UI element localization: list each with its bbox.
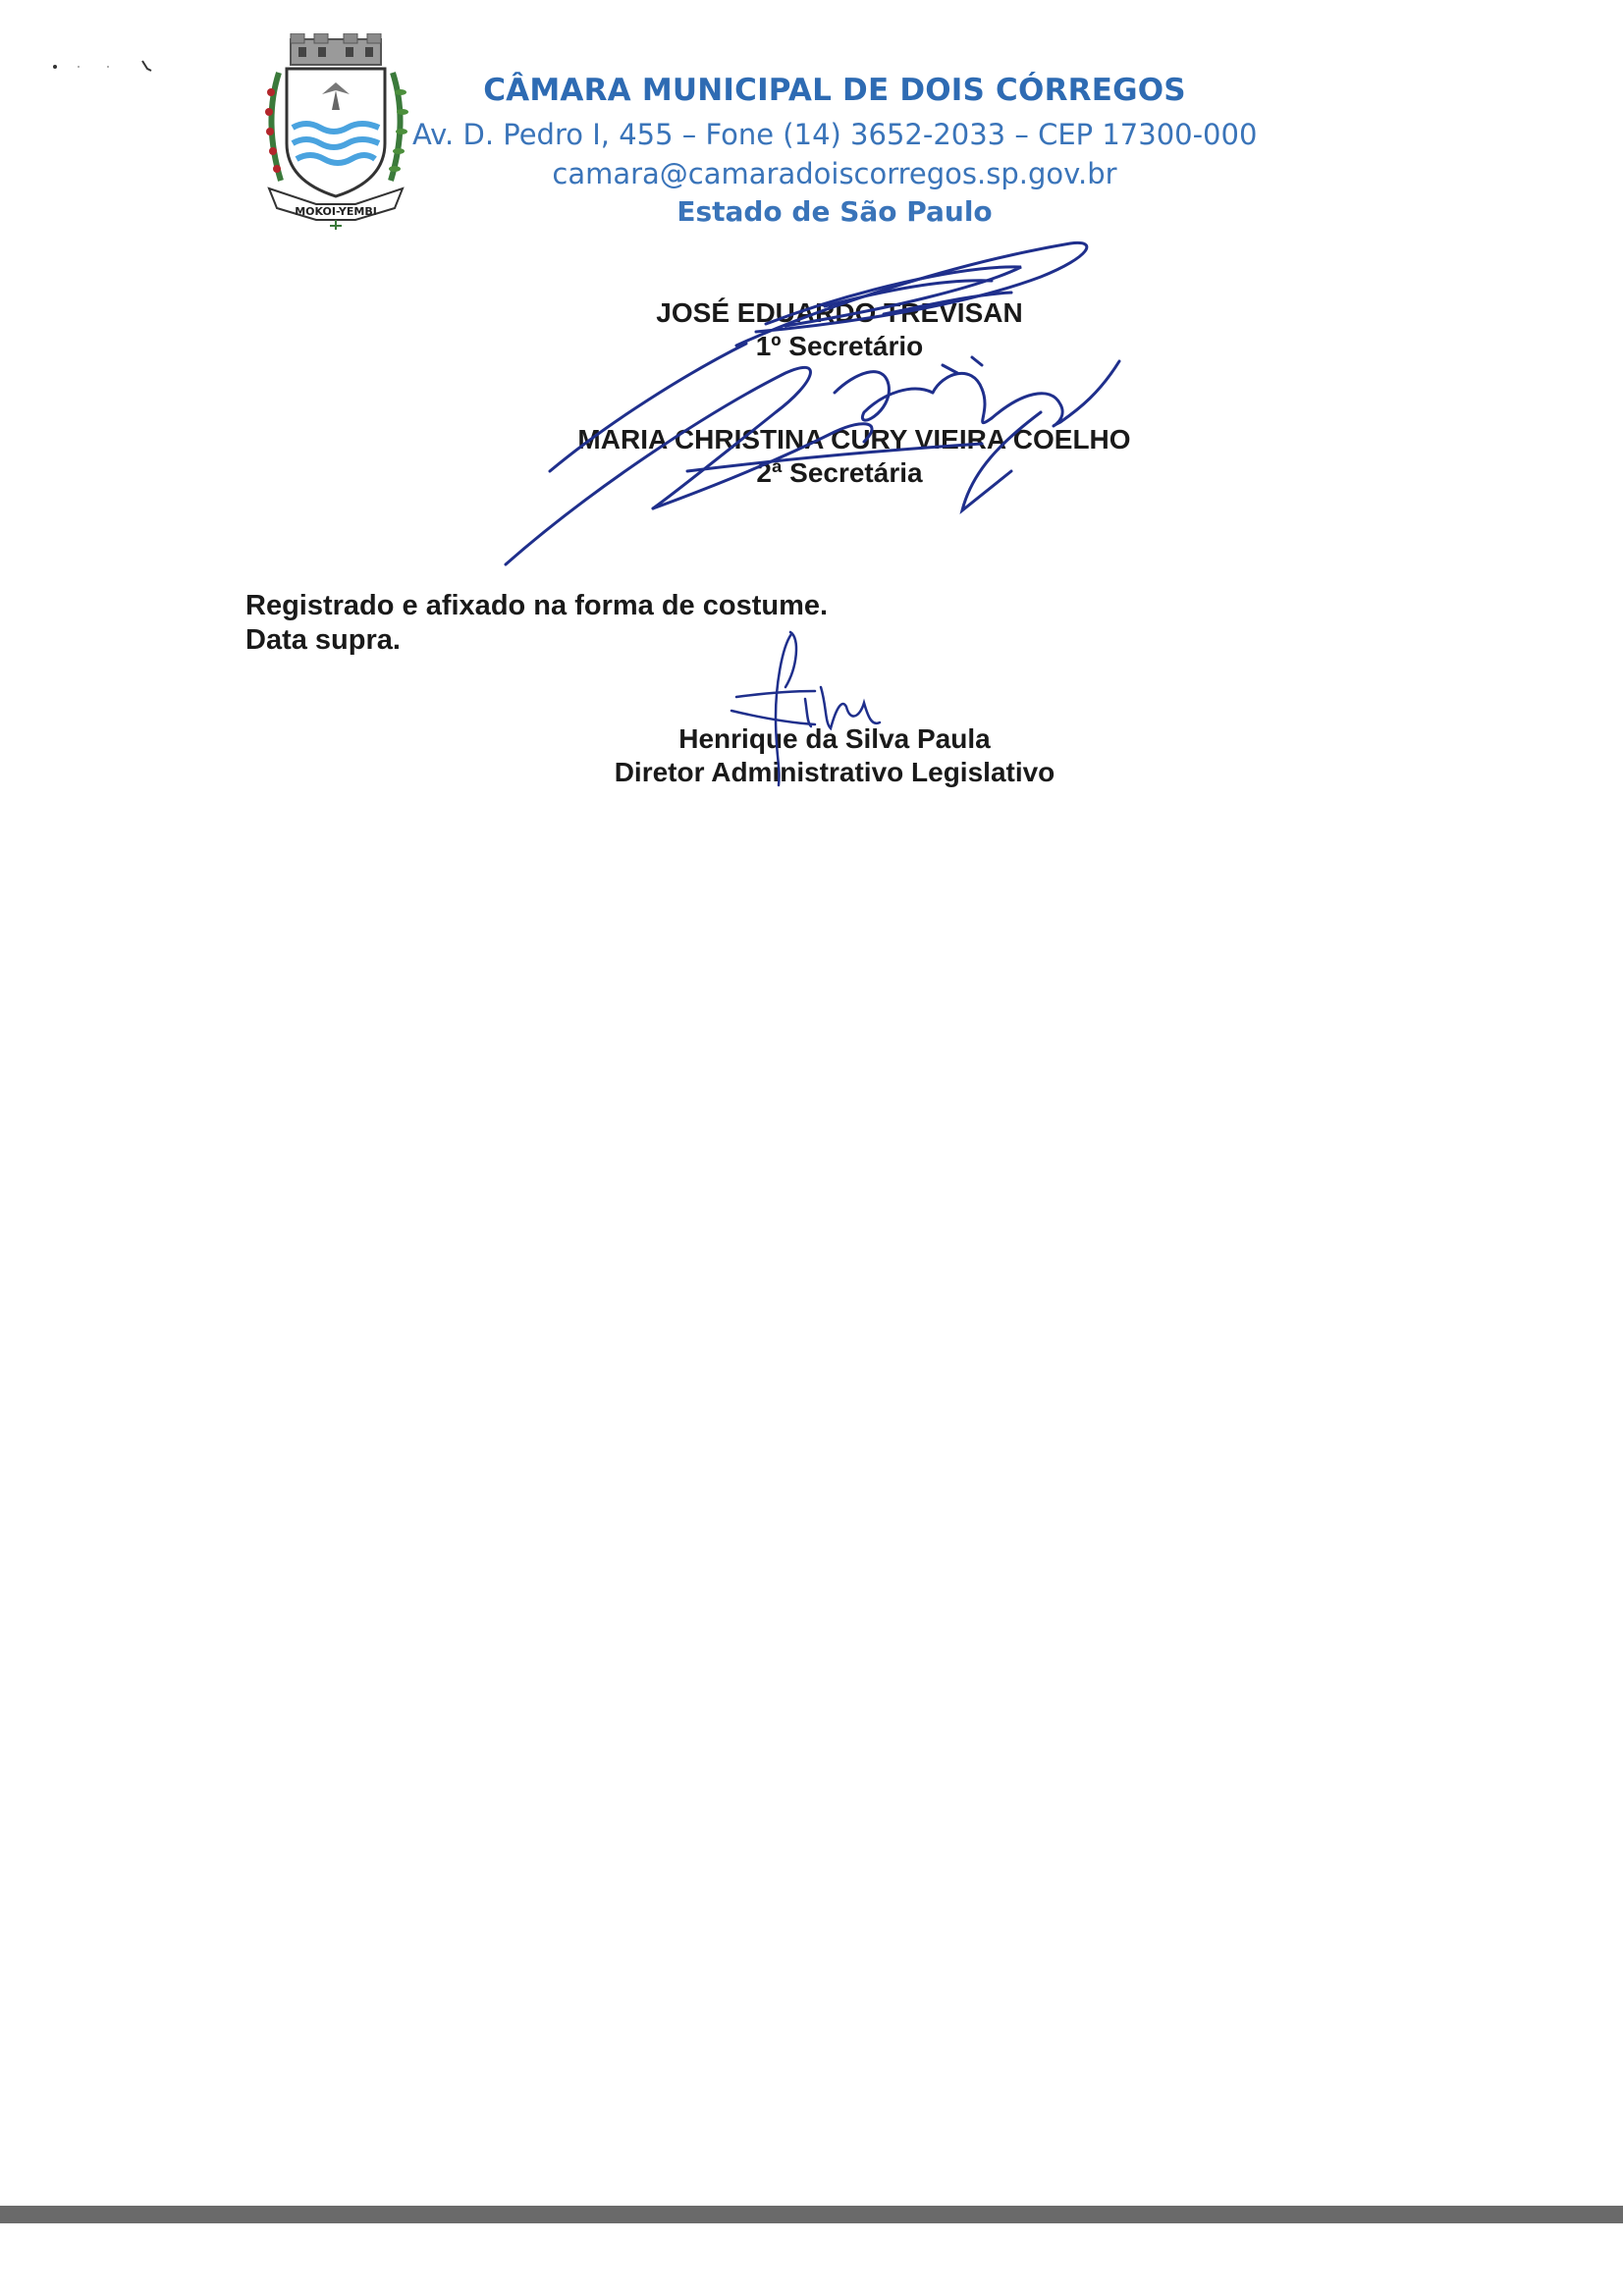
signatory-1-name: JOSÉ EDUARDO TREVISAN bbox=[656, 297, 1023, 328]
svg-text:MOKOI-YEMBI: MOKOI-YEMBI bbox=[295, 205, 377, 218]
registration-note: Registrado e afixado na forma de costume. bbox=[245, 590, 829, 621]
signatory-1-role: 1º Secretário bbox=[755, 331, 924, 361]
director-name: Henrique da Silva Paula bbox=[678, 723, 991, 754]
registration-date-note: Data supra. bbox=[245, 624, 401, 656]
signatory-2-name: MARIA CHRISTINA CURY VIEIRA COELHO bbox=[577, 424, 1131, 454]
signatory-2-role: 2ª Secretária bbox=[756, 457, 923, 488]
scan-edge-bar bbox=[0, 2206, 1623, 2223]
director-role: Diretor Administrativo Legislativo bbox=[614, 757, 1055, 787]
institution-state: Estado de São Paulo bbox=[676, 195, 993, 228]
scan-marks bbox=[49, 57, 167, 77]
institution-address: Av. D. Pedro I, 455 – Fone (14) 3652-2033 – CEP 17300-000 bbox=[412, 118, 1258, 151]
institution-title: CÂMARA MUNICIPAL DE DOIS CÓRREGOS bbox=[483, 73, 1186, 108]
institution-email: camara@camaradoiscorregos.sp.gov.br bbox=[552, 157, 1117, 190]
municipal-crest-icon bbox=[257, 33, 414, 230]
